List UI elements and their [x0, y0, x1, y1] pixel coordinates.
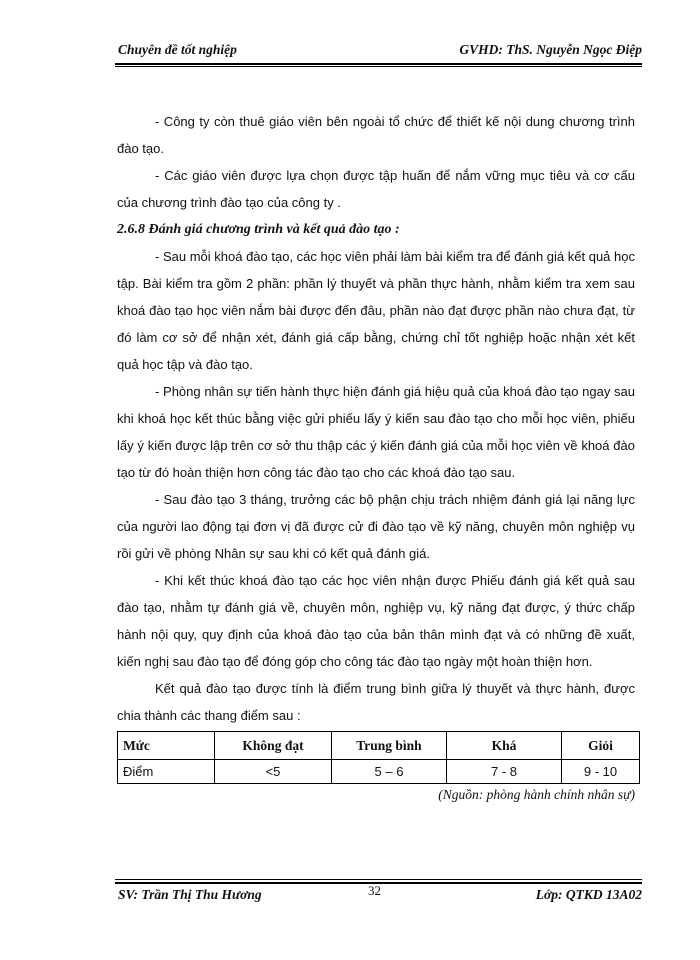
table-cell: Điểm: [118, 760, 215, 784]
table-cell: 9 - 10: [562, 760, 640, 784]
paragraph-2: - Các giáo viên được lựa chọn được tập huấn để nắm vững mục tiêu và cơ cấu của chương trình đào tạo của công ty .: [117, 168, 635, 210]
section-heading: 2.6.8 Đánh giá chương trình và kết quả đào tạo :: [117, 222, 400, 237]
table-row: [118, 760, 640, 784]
paragraph-7: Kết quả đào tạo được tính là điểm trung bình giữa lý thuyết và thực hành, được chia thành các thang điểm sau :: [117, 681, 635, 723]
table-header-cell: Trung bình: [332, 732, 447, 760]
page-footer: [118, 883, 642, 907]
footer-right: Lớp: QTKD 13A02: [535, 887, 642, 902]
header-rule: [115, 63, 642, 65]
table-header-cell: Mức: [118, 732, 215, 760]
table-cell: <5: [215, 760, 332, 784]
header-left: Chuyên đề tốt nghiệp: [118, 42, 237, 57]
footer-left: SV: Trần Thị Thu Hương: [118, 887, 262, 902]
paragraph-1: - Công ty còn thuê giáo viên bên ngoài tổ chức để thiết kế nội dung chương trình đào tạo.: [117, 114, 635, 156]
paragraph-3: - Sau mỗi khoá đào tạo, các học viên phải làm bài kiểm tra để đánh giá kết quả học tập. Bài kiểm tra gồm 2 phần: phần lý thuyết và phần thực hành, nhằm kiểm tra xem sau khoá đào tạo học viên nắm bài được đến đâu, phần nào đạt được phần nào chưa đạt, từ đó làm cơ sở để nhận xét, đánh giá cấp bằng, chứng chỉ tốt nghiệp hoặc nhận xét kết quả học tập và đào tạo.: [117, 249, 635, 372]
table-source: (Nguồn: phòng hành chính nhân sự): [438, 787, 635, 802]
paragraph-5: - Sau đào tạo 3 tháng, trưởng các bộ phận chịu trách nhiệm đánh giá lại năng lực của người lao động tại đơn vị đã được cử đi đào tạo về kỹ năng, chuyên môn nghiệp vụ rồi gửi về phòng Nhân sự sau khi có kết quả đánh giá.: [117, 492, 635, 561]
table-header-cell: Không đạt: [215, 732, 332, 760]
header-rule-thin: [115, 66, 642, 67]
table-header-cell: Khá: [447, 732, 562, 760]
score-table: [117, 731, 640, 784]
table-header-cell: Giỏi: [562, 732, 640, 760]
table-cell: 7 - 8: [447, 760, 562, 784]
paragraph-4: - Phòng nhân sự tiến hành thực hiện đánh giá hiệu quả của khoá đào tạo ngay sau khi khoá học kết thúc bằng việc gửi phiếu lấy ý kiến sau đào tạo cho mỗi học viên, phiếu lấy ý kiến được lập trên cơ sở thu thập các ý kiến đánh giá của mỗi học viên về khoá đào tạo từ đó hoàn thiện hơn công tác đào tạo cho các khoá đào tạo sau.: [117, 384, 635, 480]
paragraph-6: - Khi kết thúc khoá đào tạo các học viên nhận được Phiếu đánh giá kết quả sau đào tạo, nhằm tự đánh giá về, chuyên môn, nghiệp vụ, kỹ năng đạt được, ý thức chấp hành nội quy, quy định của khoá đào tạo của bản thân mình đạt và có những đề xuất, kiến nghị sau đào tạo để đóng góp cho công tác đào tạo ngày một hoàn thiện hơn.: [117, 573, 635, 669]
header-right: GVHD: ThS. Nguyễn Ngọc Điệp: [459, 42, 642, 57]
table-cell: 5 – 6: [332, 760, 447, 784]
page-number: 32: [368, 883, 381, 898]
page-header: [118, 42, 642, 62]
page-body: [117, 108, 635, 806]
footer-rule-thin: [115, 879, 642, 880]
table-header-row: [118, 732, 640, 760]
